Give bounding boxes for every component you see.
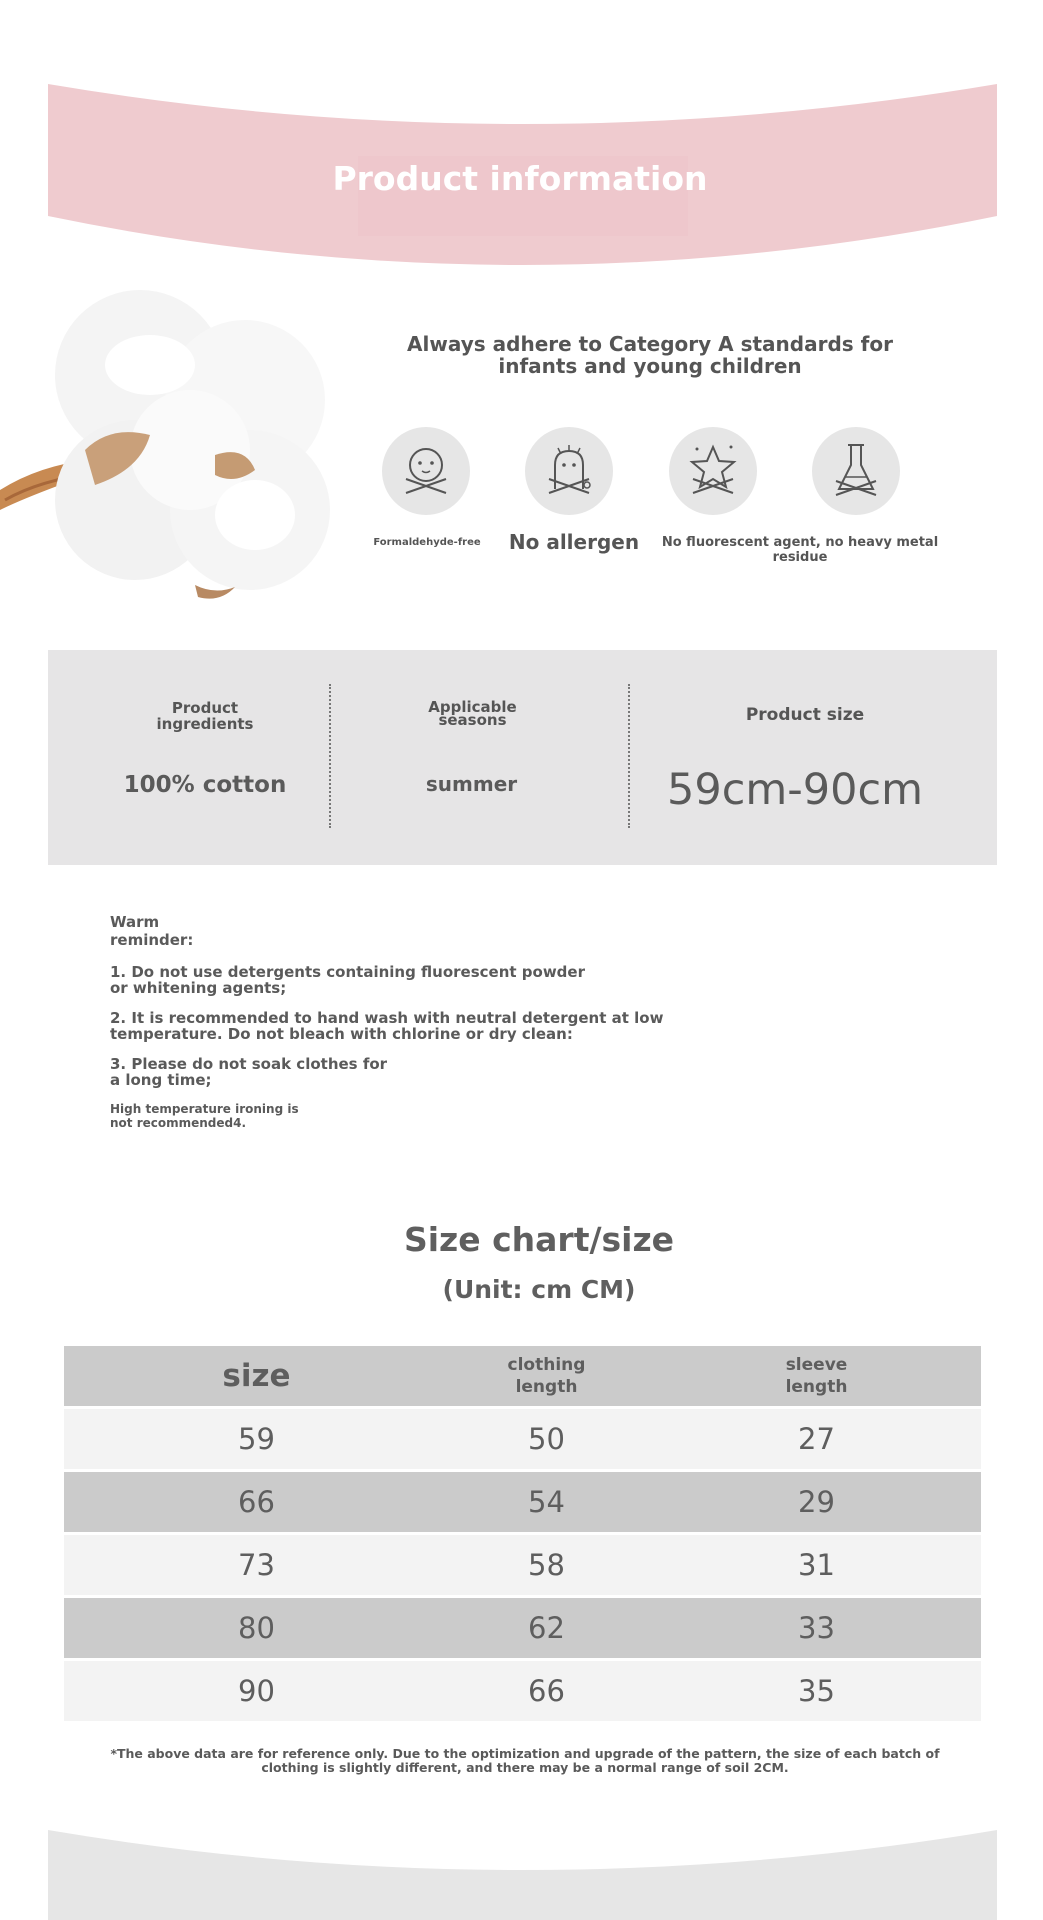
standards-headline: Always adhere to Category A standards for infants and young children: [407, 332, 893, 378]
reminder-item: 1. Do not use detergents containing fluorescent powder or whitening agents;: [110, 963, 585, 997]
badge-label-fluorescent: No fluorescent agent, no heavy metal residue: [661, 535, 939, 565]
table-cell: 54: [528, 1485, 565, 1519]
page-title: Product information: [332, 159, 708, 198]
size-value: 59cm-90cm: [666, 765, 923, 815]
table-cell: 31: [798, 1548, 835, 1582]
divider: [628, 684, 630, 828]
table-row: [64, 1472, 981, 1532]
table-header-row: [64, 1346, 981, 1406]
size-chart-title: Size chart/size: [403, 1220, 675, 1259]
size-chart-unit: (Unit: cm CM): [442, 1275, 636, 1304]
footer-banner: [48, 1830, 997, 1920]
table-cell: 66: [528, 1674, 565, 1708]
size-table: [64, 1346, 981, 1724]
table-row: [64, 1598, 981, 1658]
no-fluorescent-icon: [669, 427, 757, 515]
table-cell: 90: [238, 1674, 275, 1708]
reminder-title: Warm reminder:: [110, 913, 194, 949]
ingredients-value: 100% cotton: [123, 772, 287, 798]
formaldehyde-free-icon: [382, 427, 470, 515]
table-row: [64, 1409, 981, 1469]
size-disclaimer: *The above data are for reference only. Due to the optimization and upgrade of the pattern, the size of each batch of clothing is slightly different, and there may be a normal range of soil 2CM.: [110, 1746, 940, 1775]
table-header-cell: [724, 1346, 909, 1406]
seasons-label: Applicable seasons: [428, 698, 517, 729]
table-row: [64, 1535, 981, 1595]
table-header-cell: size: [222, 1358, 291, 1394]
table-cell: 50: [528, 1422, 565, 1456]
care-reminder: [110, 913, 770, 1130]
no-allergen-icon: [525, 427, 613, 515]
table-cell: 80: [238, 1611, 275, 1645]
badge-label-allergen: No allergen: [508, 530, 640, 554]
table-cell: 66: [238, 1485, 275, 1519]
reminder-item: 2. It is recommended to hand wash with neutral detergent at low temperature. Do not bleach with chlorine or dry clean:: [110, 1009, 664, 1043]
table-cell: 73: [238, 1548, 275, 1582]
table-header-cell: [454, 1346, 639, 1406]
seasons-value: summer: [425, 772, 518, 796]
divider: [329, 684, 331, 828]
ingredients-label: Product ingredients: [156, 699, 254, 733]
reminder-item: 3. Please do not soak clothes for a long time;: [110, 1055, 388, 1089]
spec-panel: [48, 650, 997, 865]
no-heavy-metal-icon: [812, 427, 900, 515]
table-cell: 59: [238, 1422, 275, 1456]
table-cell: 29: [798, 1485, 835, 1519]
table-cell: 27: [798, 1422, 835, 1456]
reminder-note: High temperature ironing is not recommended4.: [110, 1102, 299, 1130]
table-cell: 33: [798, 1611, 835, 1645]
badge-label-formaldehyde: Formaldehyde-free: [373, 537, 481, 548]
table-cell: 62: [528, 1611, 565, 1645]
header-text: sleeve length: [785, 1355, 848, 1397]
header-text: clothing length: [507, 1355, 586, 1397]
size-label: Product size: [745, 705, 865, 725]
table-row: [64, 1661, 981, 1721]
cotton-boll-image: [0, 285, 345, 620]
table-cell: 58: [528, 1548, 565, 1582]
table-cell: 35: [798, 1674, 835, 1708]
